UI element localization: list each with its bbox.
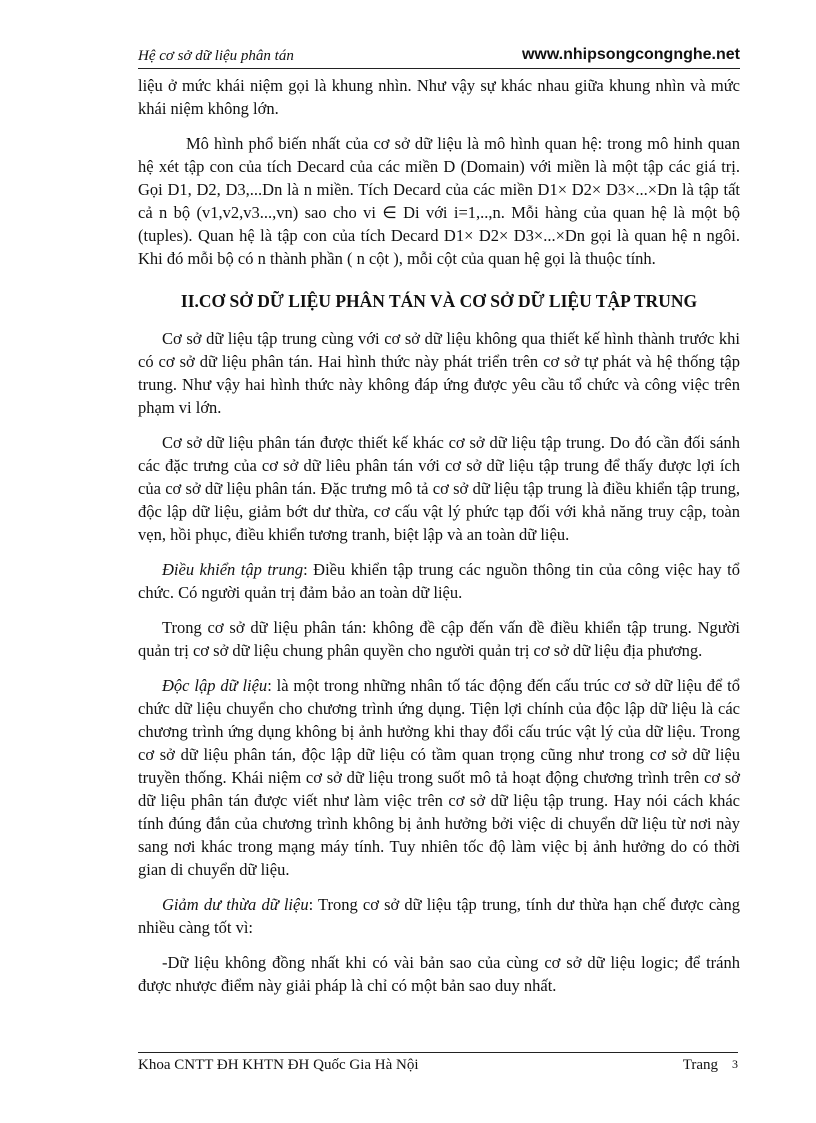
term-central-control: Điều khiển tập trung xyxy=(162,560,304,579)
paragraph-central-control xyxy=(138,558,740,604)
page-number: 3 xyxy=(732,1057,738,1071)
paragraph-relational-model: Mô hình phổ biến nhất của cơ sở dữ liệu là mô hình quan hệ: trong mô hinh quan hệ xét tập con của tích Decard của các miền D (Domain) với miền là một tập các giá trị. Gọi D1, D2, D3,...Dn là n miền. Tích Decard của các miền D1× D2× D3×...×Dn là tập tất cả n bộ (v1,v2,v3...,vn) sao cho vi ∈ Di với i=1,..,n. Mỗi hàng của quan hệ là một bộ (tuples). Quan hệ là tập con của tích Decard D1× D2× D3×...×Dn gọi là quan hệ n ngôi. Khi đó mỗi bộ có n thành phần ( n cột ), mỗi cột của quan hệ gọi là thuộc tính. xyxy=(138,134,740,268)
page-footer xyxy=(138,1052,738,1077)
term-reduce-redundancy: Giảm dư thừa dữ liệu xyxy=(162,895,309,914)
term-data-independence: Độc lập dữ liệu xyxy=(162,676,268,695)
paragraph-distributed-db: Cơ sở dữ liệu phân tán được thiết kế khác cơ sở dữ liệu tập trung. Do đó cần đối sánh các đặc trưng của cơ sở dữ liêu phân tán với cơ sở dữ liệu tập trung để thấy được lợi ích của cơ sở dữ liệu phân tán. Đặc trưng mô tả cơ sở dữ liệu tập trung là điều khiển tập trung, độc lập dữ liệu, giảm bớt dư thừa, cơ cấu vật lý phức tạp đối với khả năng truy cập, toàn vẹn, hồi phục, điều khiển tương tranh, biệt lập và an toàn dữ liệu. xyxy=(138,433,740,544)
section-heading: II.CƠ SỞ DỮ LIỆU PHÂN TÁN VÀ CƠ SỞ DỮ LIỆU TẬP TRUNG xyxy=(180,291,698,311)
paragraph-distributed-control: Trong cơ sở dữ liệu phân tán: không đề cập đến vấn đề điều khiển tập trung. Người quản trị cơ sở dữ liệu chung phân quyền cho người quản trị cơ sở dữ liệu địa phương. xyxy=(138,618,740,660)
footer-faculty: Khoa CNTT ĐH KHTN ĐH Quốc Gia Hà Nội xyxy=(138,1057,419,1073)
reduce-redundancy-text: : Trong cơ sở dữ liệu tập trung, tính dư thừa hạn chế được càng nhiều càng tốt vì: xyxy=(138,895,741,937)
paragraph-centralized-db: Cơ sở dữ liệu tập trung cùng với cơ sở dữ liệu không qua thiết kế hình thành trước khi có cơ sở dữ liệu phân tán. Hai hình thức này phát triển trên cơ sở tự phát và hệ thống tập trung. Như vậy hai hình thức này không đáp ứng được yêu cầu tổ chức và công việc trên phạm vi lớn. xyxy=(138,329,740,417)
paragraph-reduce-redundancy xyxy=(138,893,740,939)
central-control-text: : Điều khiển tập trung các nguồn thông tin của công việc hay tổ chức. Có người quản trị đảm bảo an toàn dữ liệu. xyxy=(138,560,740,602)
header-website: www.nhipsongcongnghe.net xyxy=(521,46,740,63)
paragraph-1: liệu ở mức khái niệm gọi là khung nhìn. Như vậy sự khác nhau giữa khung nhìn và mức khái niệm không lớn. xyxy=(138,76,740,118)
data-independence-text: : là một trong những nhân tố tác động đến cấu trúc cơ sở dữ liệu để tổ chức dữ liệu chuyển cho chương trình ứng dụng. Tiện lợi chính của độc lập dữ liệu là các chương trình ứng dụng không bị ảnh hưởng khi thay đổi cấu trúc vật lý của dữ liệu. Trong cơ sở dữ liệu phân tán, độc lập dữ liệu có tầm quan trọng cũng như trong cơ sở dữ liệu truyền thống. Khái niệm cơ sở dữ liệu trong suốt mô tả hoạt động chương trình trên cơ sở dữ liệu phân tán được viết như làm việc trên cơ sở dữ liệu tập trung. Hay nói cách khác tính đúng đắn của chương trình không bị ảnh hưởng bởi việc di chuyển dữ liệu từ nơi này sang nơi khác trong mạng máy tính. Tuy nhiên tốc độ làm việc bị ảnh hưởng do có thời gian di chuyển dữ liệu. xyxy=(138,676,740,879)
page-header xyxy=(138,46,740,69)
paragraph-data-independence xyxy=(138,674,740,881)
page-label: Trang xyxy=(682,1057,718,1073)
header-title: Hệ cơ sở dữ liệu phân tán xyxy=(138,48,294,64)
paragraph-inconsistency: -Dữ liệu không đồng nhất khi có vài bản sao của cùng cơ sở dữ liệu logic; để tránh được nhược điểm này giải pháp là chỉ có một bản sao duy nhất. xyxy=(138,953,740,995)
page-body xyxy=(138,74,740,1009)
footer-page xyxy=(683,1057,738,1074)
